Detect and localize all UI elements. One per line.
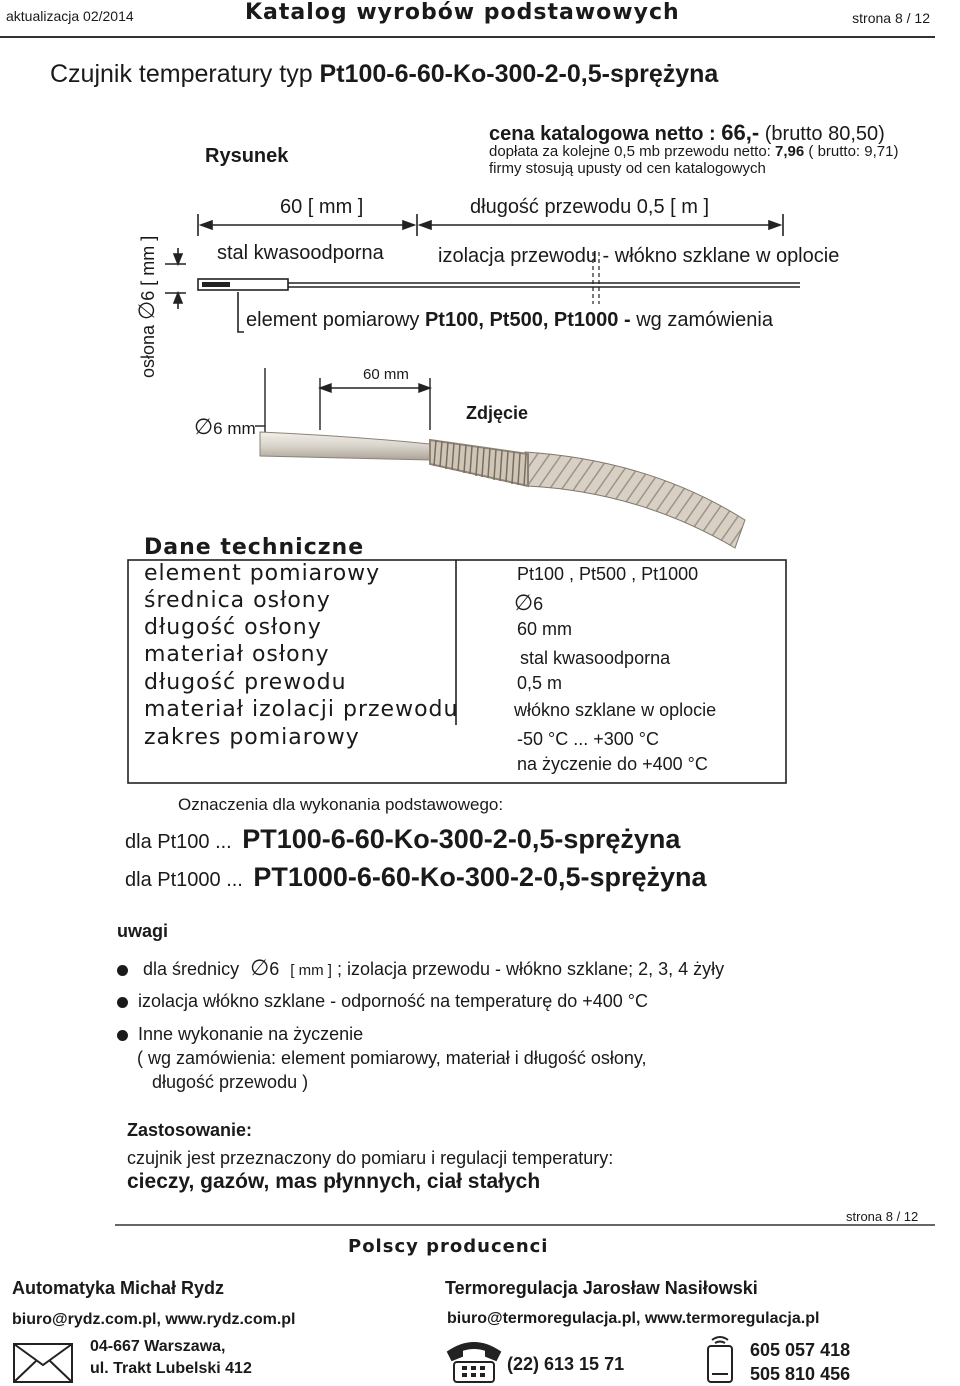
- drawing-heading: Rysunek: [205, 145, 289, 167]
- application-media: cieczy, gazów, mas płynnych, ciał stałych: [127, 1170, 541, 1193]
- code-pt100-value: PT100-6-60-Ko-300-2-0,5-sprężyna: [242, 824, 681, 854]
- diameter-icon: ∅: [514, 590, 534, 615]
- sensor-photo: [260, 432, 745, 548]
- note-1: [117, 955, 724, 981]
- tech-row-label: średnica osłony: [144, 588, 331, 613]
- diameter-icon: ∅: [194, 414, 214, 439]
- sheath-side-label: osłona: [138, 324, 158, 378]
- mobile-phone-icon: [708, 1337, 732, 1382]
- discount-note: firmy stosują upusty od cen katalogowych: [489, 160, 766, 177]
- title-model: Pt100-6-60-Ko-300-2-0,5-sprężyna: [319, 60, 719, 88]
- codes-heading: Oznaczenia dla wykonania podstawowego:: [178, 795, 504, 814]
- note-2: [117, 991, 648, 1012]
- note-3-text: Inne wykonanie na życzenie: [138, 1024, 364, 1044]
- note-3-line2: ( wg zamówienia: element pomiarowy, materiał i długość osłony,: [137, 1048, 647, 1068]
- photo-heading: Zdjęcie: [466, 403, 529, 423]
- producers-heading: Polscy producenci: [348, 1236, 549, 1257]
- code-pt1000-label: dla Pt1000 ...: [125, 869, 243, 891]
- application-text: czujnik jest przeznaczony do pomiaru i regulacji temperatury:: [127, 1148, 614, 1168]
- extra-price-value: 7,96: [775, 143, 805, 160]
- left-company-name: Automatyka Michał Rydz: [12, 1278, 225, 1298]
- element-types: Pt100, Pt500, Pt1000 -: [424, 309, 631, 331]
- title-prefix: Czujnik temperatury typ: [50, 60, 320, 88]
- photo-dia-value: 6 mm: [213, 419, 256, 438]
- left-company-address-1: 04-667 Warszawa,: [90, 1338, 226, 1355]
- insulation-label: [438, 245, 839, 268]
- tech-row-label: materiał osłony: [144, 642, 330, 667]
- catalog-title: Katalog wyrobów podstawowych: [245, 0, 680, 25]
- tech-row-label: materiał izolacji przewodu: [144, 697, 459, 722]
- diameter-icon: ∅: [134, 300, 159, 320]
- sheath-dia-value: 6 [ mm ]: [138, 235, 158, 301]
- photo-length-label: 60 mm: [363, 366, 409, 383]
- right-company-contact[interactable]: biuro@termoregulacja.pl, www.termoregulacja.pl: [447, 1310, 820, 1327]
- price-brutto: (brutto 80,50): [759, 123, 885, 145]
- tech-row-value: Pt100 , Pt500 , Pt1000: [517, 564, 699, 584]
- tech-row-value: -50 °C ... +300 °C: [517, 729, 659, 749]
- note-3: [117, 1024, 363, 1045]
- update-date: aktualizacja 02/2014: [6, 8, 134, 24]
- element-label-prefix: element pomiarowy: [246, 309, 425, 331]
- tech-row-value: włókno szklane w oplocie: [514, 700, 717, 720]
- footer-page-number: strona 8 / 12: [846, 1209, 919, 1224]
- sheath-length-label: 60 [ mm ]: [280, 196, 364, 218]
- envelope-icon: [14, 1344, 72, 1382]
- tech-row-value: [514, 590, 543, 616]
- code-pt100-label: dla Pt100 ...: [125, 831, 232, 853]
- steel-label: stal kwasoodporna: [217, 242, 384, 264]
- note-1-dia: 6: [269, 959, 280, 979]
- tech-dia-value: 6: [533, 594, 544, 614]
- note-1-unit: [ mm ]: [290, 962, 332, 979]
- sheath-diameter-label: [134, 236, 160, 378]
- element-label: [246, 309, 773, 332]
- price-value: 66,-: [721, 120, 760, 145]
- code-pt100: [125, 824, 680, 855]
- tech-row-label: element pomiarowy: [144, 561, 381, 586]
- right-company-mobile-1: 605 057 418: [750, 1340, 851, 1360]
- price-label: cena katalogowa netto :: [489, 123, 722, 145]
- note-2-text: izolacja włókno szklane - odporność na temperaturę do +400 °C: [138, 991, 648, 1011]
- header-divider: [0, 36, 935, 38]
- code-pt1000: [125, 862, 707, 893]
- tech-row-label: długość prewodu: [144, 670, 347, 695]
- tech-row-value: stal kwasoodporna: [520, 648, 671, 668]
- tech-row-value: 0,5 m: [517, 673, 563, 693]
- tech-heading: Dane techniczne: [144, 535, 365, 560]
- left-company-contact[interactable]: biuro@rydz.com.pl, www.rydz.com.pl: [12, 1311, 296, 1328]
- application-heading: Zastosowanie:: [127, 1120, 253, 1140]
- right-company-mobile-2: 505 810 456: [750, 1364, 851, 1384]
- insulation-label-b: - włókno szklane w oplocie: [596, 245, 840, 267]
- range-extra: na życzenie do +400 °C: [517, 754, 708, 774]
- photo-diameter-label: [194, 414, 256, 440]
- insulation-label-a: izolacja przewodu: [438, 245, 597, 267]
- code-pt1000-value: PT1000-6-60-Ko-300-2-0,5-sprężyna: [253, 862, 707, 892]
- extra-cable-price: [489, 143, 898, 160]
- right-company-name: Termoregulacja Jarosław Nasiłowski: [445, 1278, 758, 1298]
- telephone-icon: [448, 1343, 500, 1382]
- extra-price-label: dopłata za kolejne 0,5 mb przewodu netto:: [489, 143, 776, 160]
- note-3-line3: długość przewodu ): [152, 1072, 309, 1092]
- note-1-rest: ; izolacja przewodu - włókno szklane; 2, 3, 4 żyły: [331, 959, 725, 979]
- tech-row-label: zakres pomiarowy: [144, 725, 360, 750]
- element-label-suffix: wg zamówienia: [630, 309, 773, 331]
- extra-price-brutto: ( brutto: 9,71): [804, 143, 899, 160]
- note-1-prefix: dla średnicy: [143, 959, 245, 979]
- diameter-icon: ∅: [250, 955, 270, 980]
- tech-row-label: długość osłony: [144, 615, 322, 640]
- left-company-address-2: ul. Trakt Lubelski 412: [90, 1360, 252, 1377]
- page-title: [50, 60, 718, 89]
- right-company-phone: (22) 613 15 71: [507, 1354, 625, 1374]
- notes-heading: uwagi: [117, 921, 169, 941]
- cable-length-label: długość przewodu 0,5 [ m ]: [470, 196, 710, 218]
- tech-row-value: 60 mm: [517, 619, 573, 639]
- page-number: strona 8 / 12: [852, 10, 930, 26]
